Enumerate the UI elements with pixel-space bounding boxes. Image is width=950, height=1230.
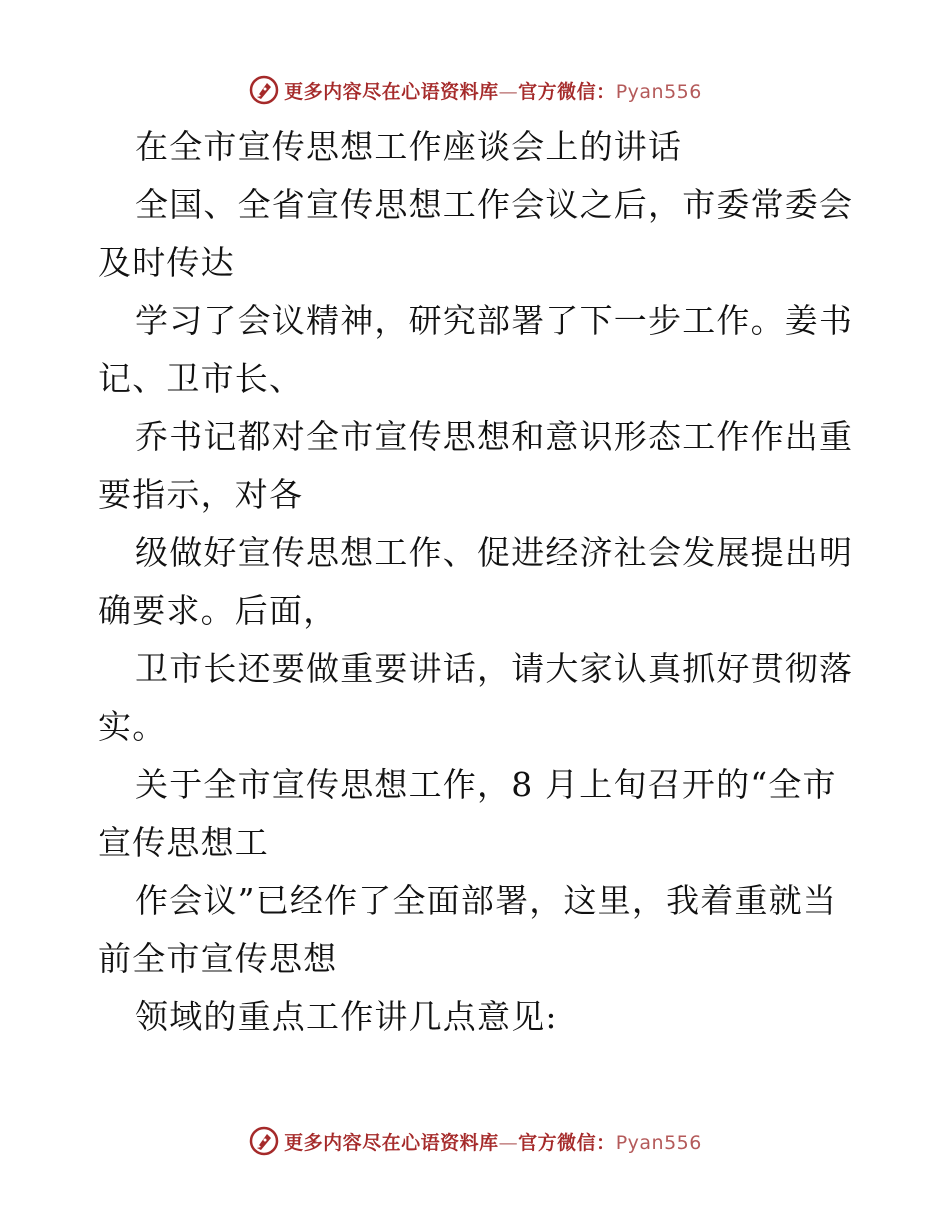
- document-title: 在全市宣传思想工作座谈会上的讲话: [135, 127, 683, 166]
- paragraph-line: 关于全市宣传思想工作，8 月上旬召开的“全市: [135, 765, 837, 804]
- banner-separator: —: [498, 1131, 519, 1154]
- banner-text: [284, 1128, 702, 1155]
- paragraph-line: 前全市宣传思想: [98, 939, 338, 978]
- paragraph-line: 卫市长还要做重要讲话，请大家认真抓好贯彻落: [135, 649, 854, 688]
- banner-text: [284, 77, 702, 104]
- paragraph-line: 学习了会议精神，研究部署了下一步工作。姜书: [135, 301, 854, 340]
- banner-separator: —: [498, 80, 519, 103]
- paragraph-line: 宣传思想工: [98, 823, 269, 862]
- header-banner: [0, 70, 950, 110]
- paragraph-line: 级做好宣传思想工作、促进经济社会发展提出明: [135, 533, 854, 572]
- banner-wechat-id: Pyan556: [615, 80, 702, 103]
- banner-wechat-label: 官方微信：: [518, 1131, 616, 1154]
- pen-nib-logo-icon: [248, 74, 280, 106]
- paragraph-line: 实。: [98, 707, 167, 746]
- banner-main-text: 更多内容尽在心语资料库: [284, 80, 499, 103]
- paragraph-line: 确要求。后面，: [98, 591, 338, 630]
- pen-nib-logo-icon: [248, 1125, 280, 1157]
- footer-banner: [0, 1121, 950, 1161]
- paragraph-line: 记、卫市长、: [98, 359, 304, 398]
- paragraph-line: 要指示，对各: [98, 475, 304, 514]
- banner-wechat-label: 官方微信：: [518, 80, 616, 103]
- paragraph-line: 作会议”已经作了全面部署，这里，我着重就当: [135, 881, 838, 920]
- banner-wechat-id: Pyan556: [615, 1131, 702, 1154]
- paragraph-line: 乔书记都对全市宣传思想和意识形态工作作出重: [135, 417, 854, 456]
- paragraph-line: 领域的重点工作讲几点意见:: [135, 997, 558, 1036]
- paragraph-line: 及时传达: [98, 243, 235, 282]
- banner-main-text: 更多内容尽在心语资料库: [284, 1131, 499, 1154]
- paragraph-line: 全国、全省宣传思想工作会议之后，市委常委会: [135, 185, 854, 224]
